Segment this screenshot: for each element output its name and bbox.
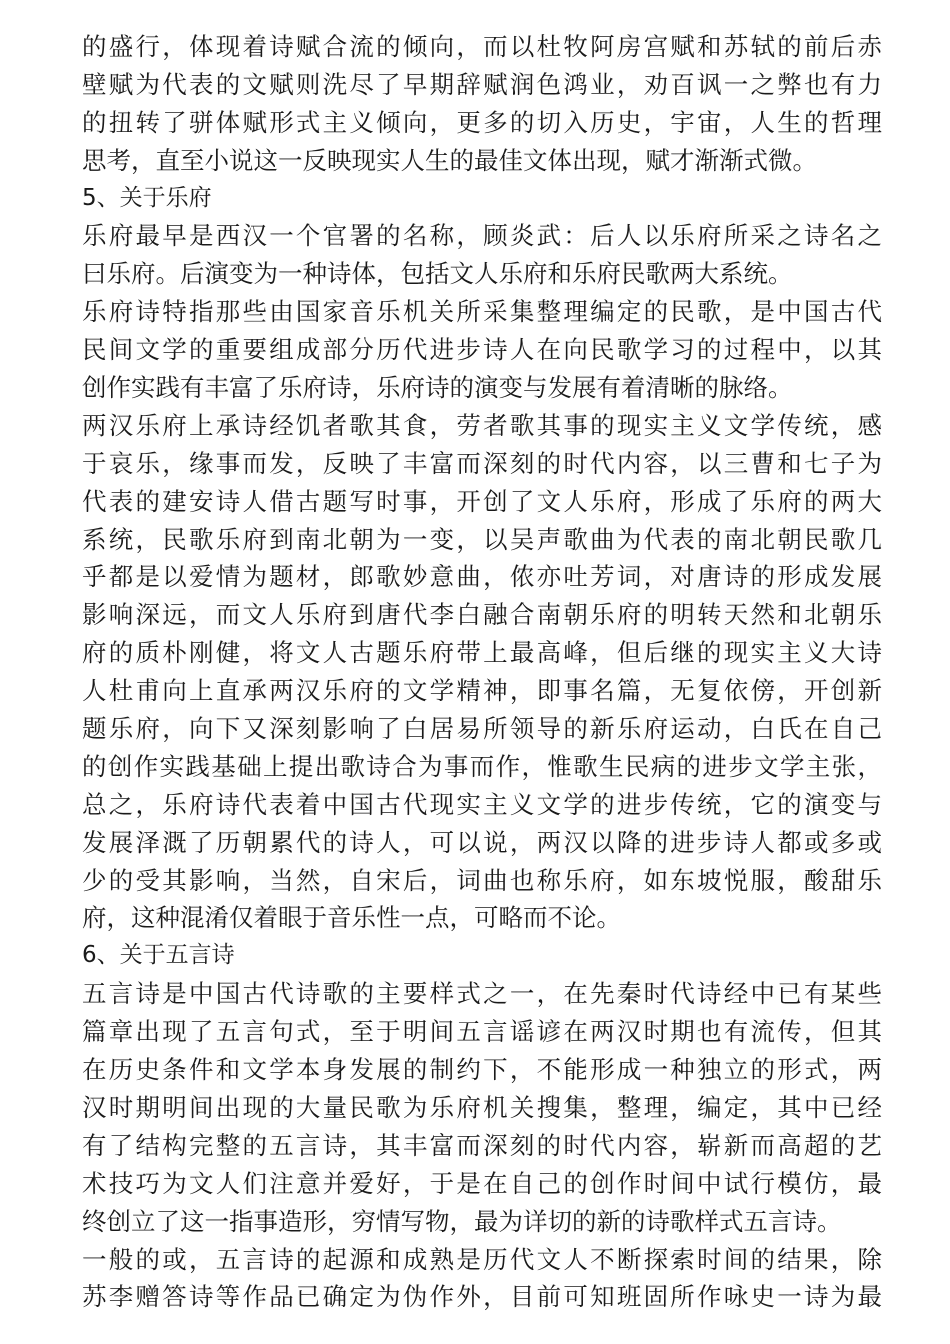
text-line: 思考，直至小说这一反映现实人生的最佳文体出现，赋才渐渐式微。 xyxy=(82,145,817,175)
text-line: 有了结构完整的五言诗，其丰富而深刻的时代内容，崭新而高超的艺 xyxy=(82,1130,882,1160)
text-line: 的扭转了骈体赋形式主义倾向，更多的切入历史，宇宙，人生的哲理 xyxy=(82,107,882,137)
text-line: 终创立了这一指事造形，穷情写物，最为详切的新的诗歌样式五言诗。 xyxy=(82,1206,842,1236)
text-line: 在历史条件和文学本身发展的制约下，不能形成一种独立的形式，两 xyxy=(82,1055,882,1085)
text-line: 曰乐府。后演变为一种诗体，包括文人乐府和乐府民歌两大系统。 xyxy=(82,259,793,289)
text-line: 于哀乐，缘事而发，反映了丰富而深刻的时代内容，以三曹和七子为 xyxy=(82,448,882,478)
text-line: 乐府诗特指那些由国家音乐机关所采集整理编定的民歌，是中国古代 xyxy=(82,297,882,327)
paragraph-wuyan-maturity xyxy=(82,1241,882,1317)
text-line: 壁赋为代表的文赋则洗尽了早期辞赋润色鸿业，劝百讽一之弊也有力 xyxy=(82,69,882,99)
paragraph-yuefu-poetry xyxy=(82,293,882,407)
paragraph-wuyan-origin xyxy=(82,975,882,1240)
text-line: 总之，乐府诗代表着中国古代现实主义文学的进步传统，它的演变与 xyxy=(82,789,882,819)
section-heading-yuefu: 5、关于乐府 xyxy=(82,184,212,211)
text-line: 苏李赠答诗等作品已确定为伪作外，目前可知班固所作咏史一诗为最 xyxy=(82,1282,882,1312)
text-line: 系统，民歌乐府到南北朝为一变，以吴声歌曲为代表的南北朝民歌几 xyxy=(82,524,882,554)
text-line: 府，这种混淆仅着眼于音乐性一点，可略而不论。 xyxy=(82,903,621,933)
text-line: 人杜甫向上直承两汉乐府的文学精神，即事名篇，无复依傍，开创新 xyxy=(82,676,882,706)
text-line: 影响深远，而文人乐府到唐代李白融合南朝乐府的明转天然和北朝乐 xyxy=(82,600,882,630)
text-line: 篇章出现了五言句式，至于明间五言谣谚在两汉时期也有流传，但其 xyxy=(82,1017,882,1047)
paragraph-yuefu-history xyxy=(82,407,882,937)
text-line: 题乐府，向下又深刻影响了白居易所领导的新乐府运动，白氏在自己 xyxy=(82,714,882,744)
text-line: 术技巧为文人们注意并爱好，于是在自己的创作时间中试行模仿，最 xyxy=(82,1168,882,1198)
text-line: 五言诗是中国古代诗歌的主要样式之一，在先秦时代诗经中已有某些 xyxy=(82,979,882,1009)
text-line: 两汉乐府上承诗经饥者歌其食，劳者歌其事的现实主义文学传统，感 xyxy=(82,410,882,440)
text-line: 少的受其影响，当然，自宋后，词曲也称乐府，如东坡悦服，酸甜乐 xyxy=(82,865,882,895)
text-line: 汉时期明间出现的大量民歌为乐府机关搜集，整理，编定，其中已经 xyxy=(82,1092,882,1122)
text-line: 府的质朴刚健，将文人古题乐府带上最高峰，但后继的现实主义大诗 xyxy=(82,638,882,668)
text-line: 一般的或，五言诗的起源和成熟是历代文人不断探索时间的结果，除 xyxy=(82,1244,882,1274)
text-line: 民间文学的重要组成部分历代进步诗人在向民歌学习的过程中，以其 xyxy=(82,335,882,365)
text-line: 乎都是以爱情为题材，郎歌妙意曲，侬亦吐芳词，对唐诗的形成发展 xyxy=(82,562,882,592)
section-heading-five-character-poetry: 6、关于五言诗 xyxy=(82,942,235,969)
text-line: 发展泽溉了历朝累代的诗人，可以说，两汉以降的进步诗人都或多或 xyxy=(82,827,882,857)
text-line: 的盛行，体现着诗赋合流的倾向，而以杜牧阿房宫赋和苏轼的前后赤 xyxy=(82,32,882,61)
text-line: 代表的建安诗人借古题写时事，开创了文人乐府，形成了乐府的两大 xyxy=(82,486,882,516)
text-line: 创作实践有丰富了乐府诗，乐府诗的演变与发展有着清晰的脉络。 xyxy=(82,373,793,403)
text-line: 的创作实践基础上提出歌诗合为事而作，惟歌生民病的进步文学主张， xyxy=(82,751,882,781)
document-page xyxy=(82,28,882,1316)
text-line: 乐府最早是西汉一个官署的名称，顾炎武：后人以乐府所采之诗名之 xyxy=(82,221,882,251)
paragraph-fu-decline xyxy=(82,28,882,180)
paragraph-yuefu-definition xyxy=(82,217,882,293)
